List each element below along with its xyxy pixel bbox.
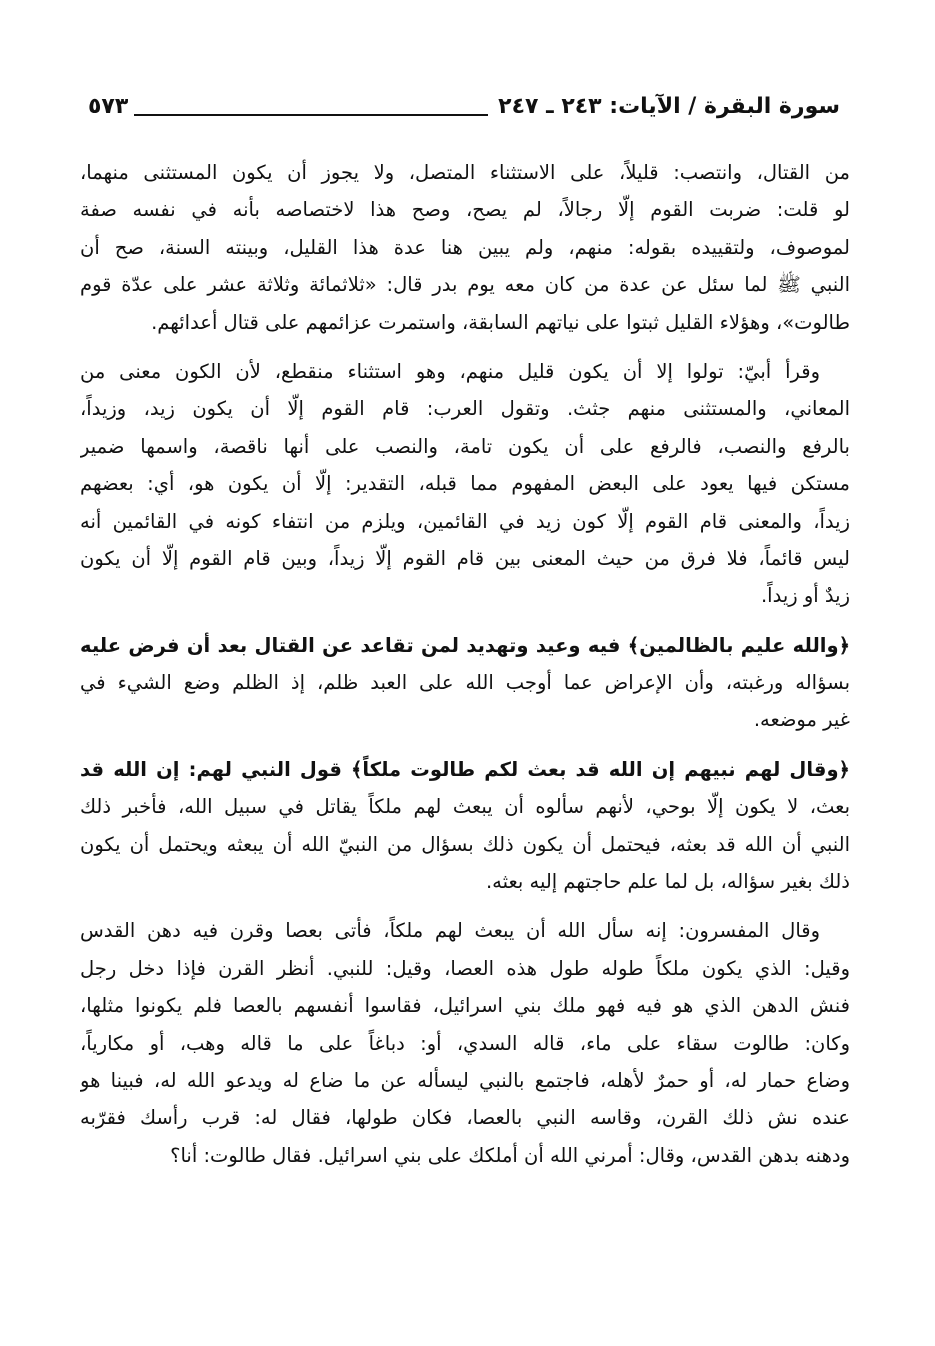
text-line: زيدٌ أو زيداً. (760, 584, 850, 608)
paragraph-gap (80, 739, 850, 751)
text-line: من القتال، وانتصب: قليلاً، على الاستثناء المتصل، ولا يجوز أن يكون المستثنى منهما، (80, 161, 850, 184)
paragraph-gap (80, 900, 850, 912)
text-line: ودهنه بدهن القدس، وقال: أمرني الله أن أملكك على بني اسرائيل. فقال طالوت: أنا؟ (170, 1143, 850, 1167)
paragraph-5 (80, 912, 850, 1174)
text-line: وكان: طالوت سقاء على ماء، قاله السدي، أو: دباغاً على ما قاله وهب، أو مكارياً، (80, 1031, 850, 1055)
page-body (80, 154, 850, 1174)
text-line: ﴿وقال لهم نبيهم إن الله قد بعث لكم طالوت ملكاً﴾ قول النبي لهم: إن الله قد (80, 757, 850, 781)
text-line: وقيل: الذي يكون ملكاً طوله طول هذه العصا، وقيل: للنبي. أنظر القرن فإذا دخل رجل (80, 956, 850, 980)
paragraph-1 (80, 154, 850, 341)
running-title: سورة البقرة / الآيات: ٢٤٣ ـ ٢٤٧ (498, 94, 840, 119)
page-number: ٥٧٣ (88, 94, 129, 119)
text-line: ﴿والله عليم بالظالمين﴾ فيه وعيد وتهديد لمن تقاعد عن القتال بعد أن فرض عليه (80, 633, 850, 657)
text-line: النبي أن الله قد بعثه، فيحتمل أن يكون ذلك بسؤال من النبيّ الله أن يبعثه ويحتمل أن يكون (80, 832, 850, 856)
paragraph-gap (80, 341, 850, 353)
text-line: بالرفع والنصب، فالرفع على أن يكون تامة، والنصب على أنها ناقصة، واسمها ضمير (80, 434, 850, 458)
text-line: ليس قائماً، فلا فرق من حيث المعنى بين قام القوم إلّا زيداً، وبين قام القوم إلّا أن يكون (80, 546, 850, 570)
text-line: غير موضعه. (753, 708, 850, 732)
text-line: مستكن فيها يعود على البعض المفهوم مما قبله، التقدير: إلّا أن يكون هو، أي: بعضهم (80, 472, 850, 496)
paragraph-3 (80, 627, 850, 739)
paragraph-4 (80, 751, 850, 901)
text-line: وضاع حمار له، أو حمرٌ لأهله، فاجتمع بالنبي ليسأله عن ما ضاع له ويدعو الله له، فبينا هو (80, 1068, 850, 1092)
text-line: ذلك بغير سؤاله، بل لما علم حاجتهم إليه بعثه. (485, 870, 850, 894)
text-line: فنش الدهن الذي هو فيه فهو ملك بني اسرائيل، فقاسوا أنفسهم بالعصا فلم يكونوا مثلها، (80, 994, 850, 1018)
text-line: وقرأ أبيّ: تولوا إلا أن يكون قليل منهم، وهو استثناء منقطع، لأن الكون معنى من (80, 359, 820, 383)
text-line: زيداً، والمعنى قام القوم إلّا كون زيد في القائمين، ويلزم من انتفاء كونه في القائمين أنه (80, 509, 850, 533)
text-line: بسؤاله ورغبته، وأن الإعراض عما أوجب الله على العبد ظلم، إذ الظلم وضع الشيء في (80, 671, 850, 695)
text-line: المعاني، والمستثنى منهم جثث. وتقول العرب: قام القوم إلّا أن يكون زيد، وزيداً، (80, 397, 850, 421)
page-header (88, 82, 840, 122)
text-line: بعث، لا يكون إلّا بوحي، لأنهم سألوه أن يبعث لهم ملكاً يقاتل في سبيل الله، فأخبر ذلك (80, 795, 850, 819)
text-line: لموصوف، ولتقييده بقوله: منهم، ولم يبين هنا عدة هذا القليل، وبينته السنة، صح أن (80, 235, 850, 259)
paragraph-gap (80, 615, 850, 627)
text-line: طالوت»، وهؤلاء القليل ثبتوا على نياتهم السابقة، واستمرت عزائمهم على قتال أعدائهم. (151, 310, 850, 334)
paragraph-2 (80, 353, 850, 615)
text-line: لو قلت: ضربت القوم إلّا رجالاً، لم يصح، وصح هذا لاختصاصه بأنه في نفسه صفة (80, 198, 850, 222)
text-line: النبي ﷺ لما سئل عن عدة من كان معه يوم بدر قال: «ثلاثمائة وثلاثة عشر على عدّة قوم (80, 273, 850, 297)
text-line: وقال المفسرون: إنه سأل الله أن يبعث لهم ملكاً، فأتى بعصا وقرن فيه دهن القدس (80, 919, 820, 943)
text-line: عنده نش ذلك القرن، وقاسه النبي بالعصا، فكان طولها، فقال له: قرب رأسك فقرّبه (80, 1106, 850, 1130)
header-rule (134, 114, 488, 116)
